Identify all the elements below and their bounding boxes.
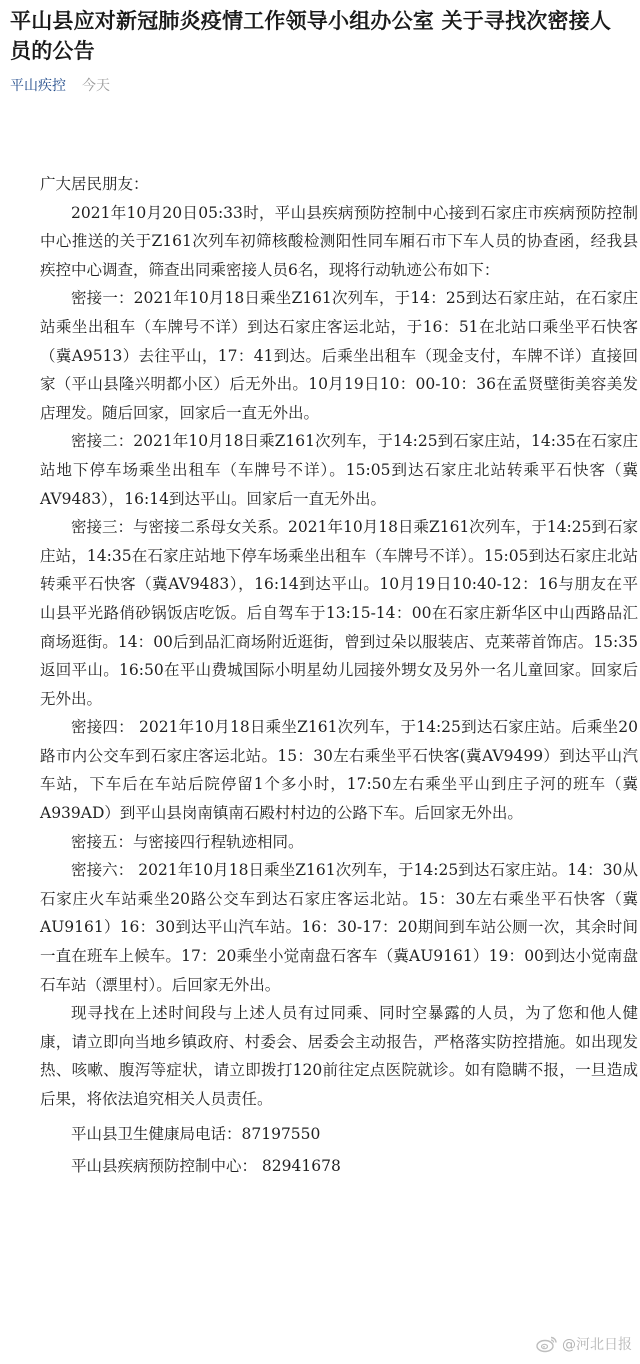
contact-cdc-phone: 平山县疾病预防控制中心： 82941678 bbox=[71, 1157, 341, 1176]
watermark-text: @河北日报 bbox=[562, 1337, 632, 1353]
paragraph-contact-1: 密接一：2021年10月18日乘坐Z161次列车，于14：25到达石家庄站，在石家庄站乘坐出租车（车牌号不详）到达石家庄客运北站，于16：51在北站口乘坐平石快客（冀A9513）去往平山，17：41到达。后乘坐出租车（现金支付，车牌不详）直接回家（平山县隆兴明都小区）后无外出。10月19日10：00-10：36在孟贤壁街美容美发店理发。随后回家，回家后一直无外出。 bbox=[40, 289, 638, 422]
article-body bbox=[40, 170, 638, 1181]
paragraph-notice: 现寻找在上述时间段与上述人员有过同乘、同时空暴露的人员，为了您和他人健康，请立即向当地乡镇政府、村委会、居委会主动报告，严格落实防控措施。如出现发热、咳嗽、腹泻等症状，请立即拨打120前往定点医院就诊。如有隐瞒不报，一旦造成后果，将依法追究相关人员责任。 bbox=[40, 1004, 638, 1108]
article-meta bbox=[10, 76, 630, 96]
publish-date: 今天 bbox=[82, 78, 110, 94]
contact-health-bureau-phone: 平山县卫生健康局电话：87197550 bbox=[71, 1124, 321, 1143]
source-account-link[interactable]: 平山疾控 bbox=[10, 78, 66, 94]
article-title: 平山县应对新冠肺炎疫情工作领导小组办公室 关于寻找次密接人员的公告 bbox=[10, 9, 612, 63]
watermark bbox=[536, 1334, 632, 1354]
article-header bbox=[0, 0, 640, 96]
salutation: 广大居民朋友： bbox=[40, 175, 149, 193]
weibo-icon bbox=[536, 1335, 558, 1353]
paragraph-contact-2: 密接二：2021年10月18日乘Z161次列车，于14:25到石家庄站，14:35在石家庄站地下停车场乘坐出租车（车牌号不详）。15:05到达石家庄北站转乘平石快客（冀AV9483），16:14到达平山。回家后一直无外出。 bbox=[40, 432, 638, 508]
paragraph-contact-6: 密接六： 2021年10月18日乘坐Z161次列车，于14:25到达石家庄站。14：30从石家庄火车站乘坐20路公交车到达石家庄客运北站。15：30左右乘坐平石快客（冀AU9161）16：30到达平山汽车站。16：30-17：20期间到车站公厕一次，其余时间一直在班车上候车。17：20乘坐小觉南盘石客车（冀AU9161）19：00到达小觉南盘石车站（漂里村）。后回家无外出。 bbox=[40, 861, 638, 994]
paragraph-contact-3: 密接三：与密接二系母女关系。2021年10月18日乘Z161次列车，于14:25到石家庄站，14:35在石家庄站地下停车场乘坐出租车（车牌号不详）。15:05到达石家庄北站转乘平石快客（冀AV9483），16:14到达平山。10月19日10:40-12：16与朋友在平山县平光路俏砂锅饭店吃饭。后自驾车于13:15-14：00在石家庄新华区中山西路品汇商场逛街。14：00后到品汇商场附近逛街，曾到过朵以服装店、克莱蒂首饰店。15:35返回平山。16:50在平山费城国际小明星幼儿园接外甥女及另外一名儿童回家。回家后无外出。 bbox=[40, 518, 638, 708]
paragraph-contact-5: 密接五：与密接四行程轨迹相同。 bbox=[71, 832, 304, 851]
paragraph-contact-4: 密接四： 2021年10月18日乘坐Z161次列车，于14:25到达石家庄站。后乘坐20路市内公交车到石家庄客运北站。15：30左右乘坐平石快客(冀AV9499）到达平山汽车站，下车后在车站后院停留1个多小时，17:50左右乘坐平山到庄子河的班车（冀A939AD）到平山县岗南镇南石殿村村边的公路下车。后回家无外出。 bbox=[40, 718, 638, 823]
paragraph-intro: 2021年10月20日05:33时，平山县疾病预防控制中心接到石家庄市疾病预防控制中心推送的关于Z161次列车初筛核酸检测阳性同车厢石市下车人员的协查函，经我县疾控中心调查，筛查出同乘密接人员6名，现将行动轨迹公布如下： bbox=[40, 203, 638, 279]
